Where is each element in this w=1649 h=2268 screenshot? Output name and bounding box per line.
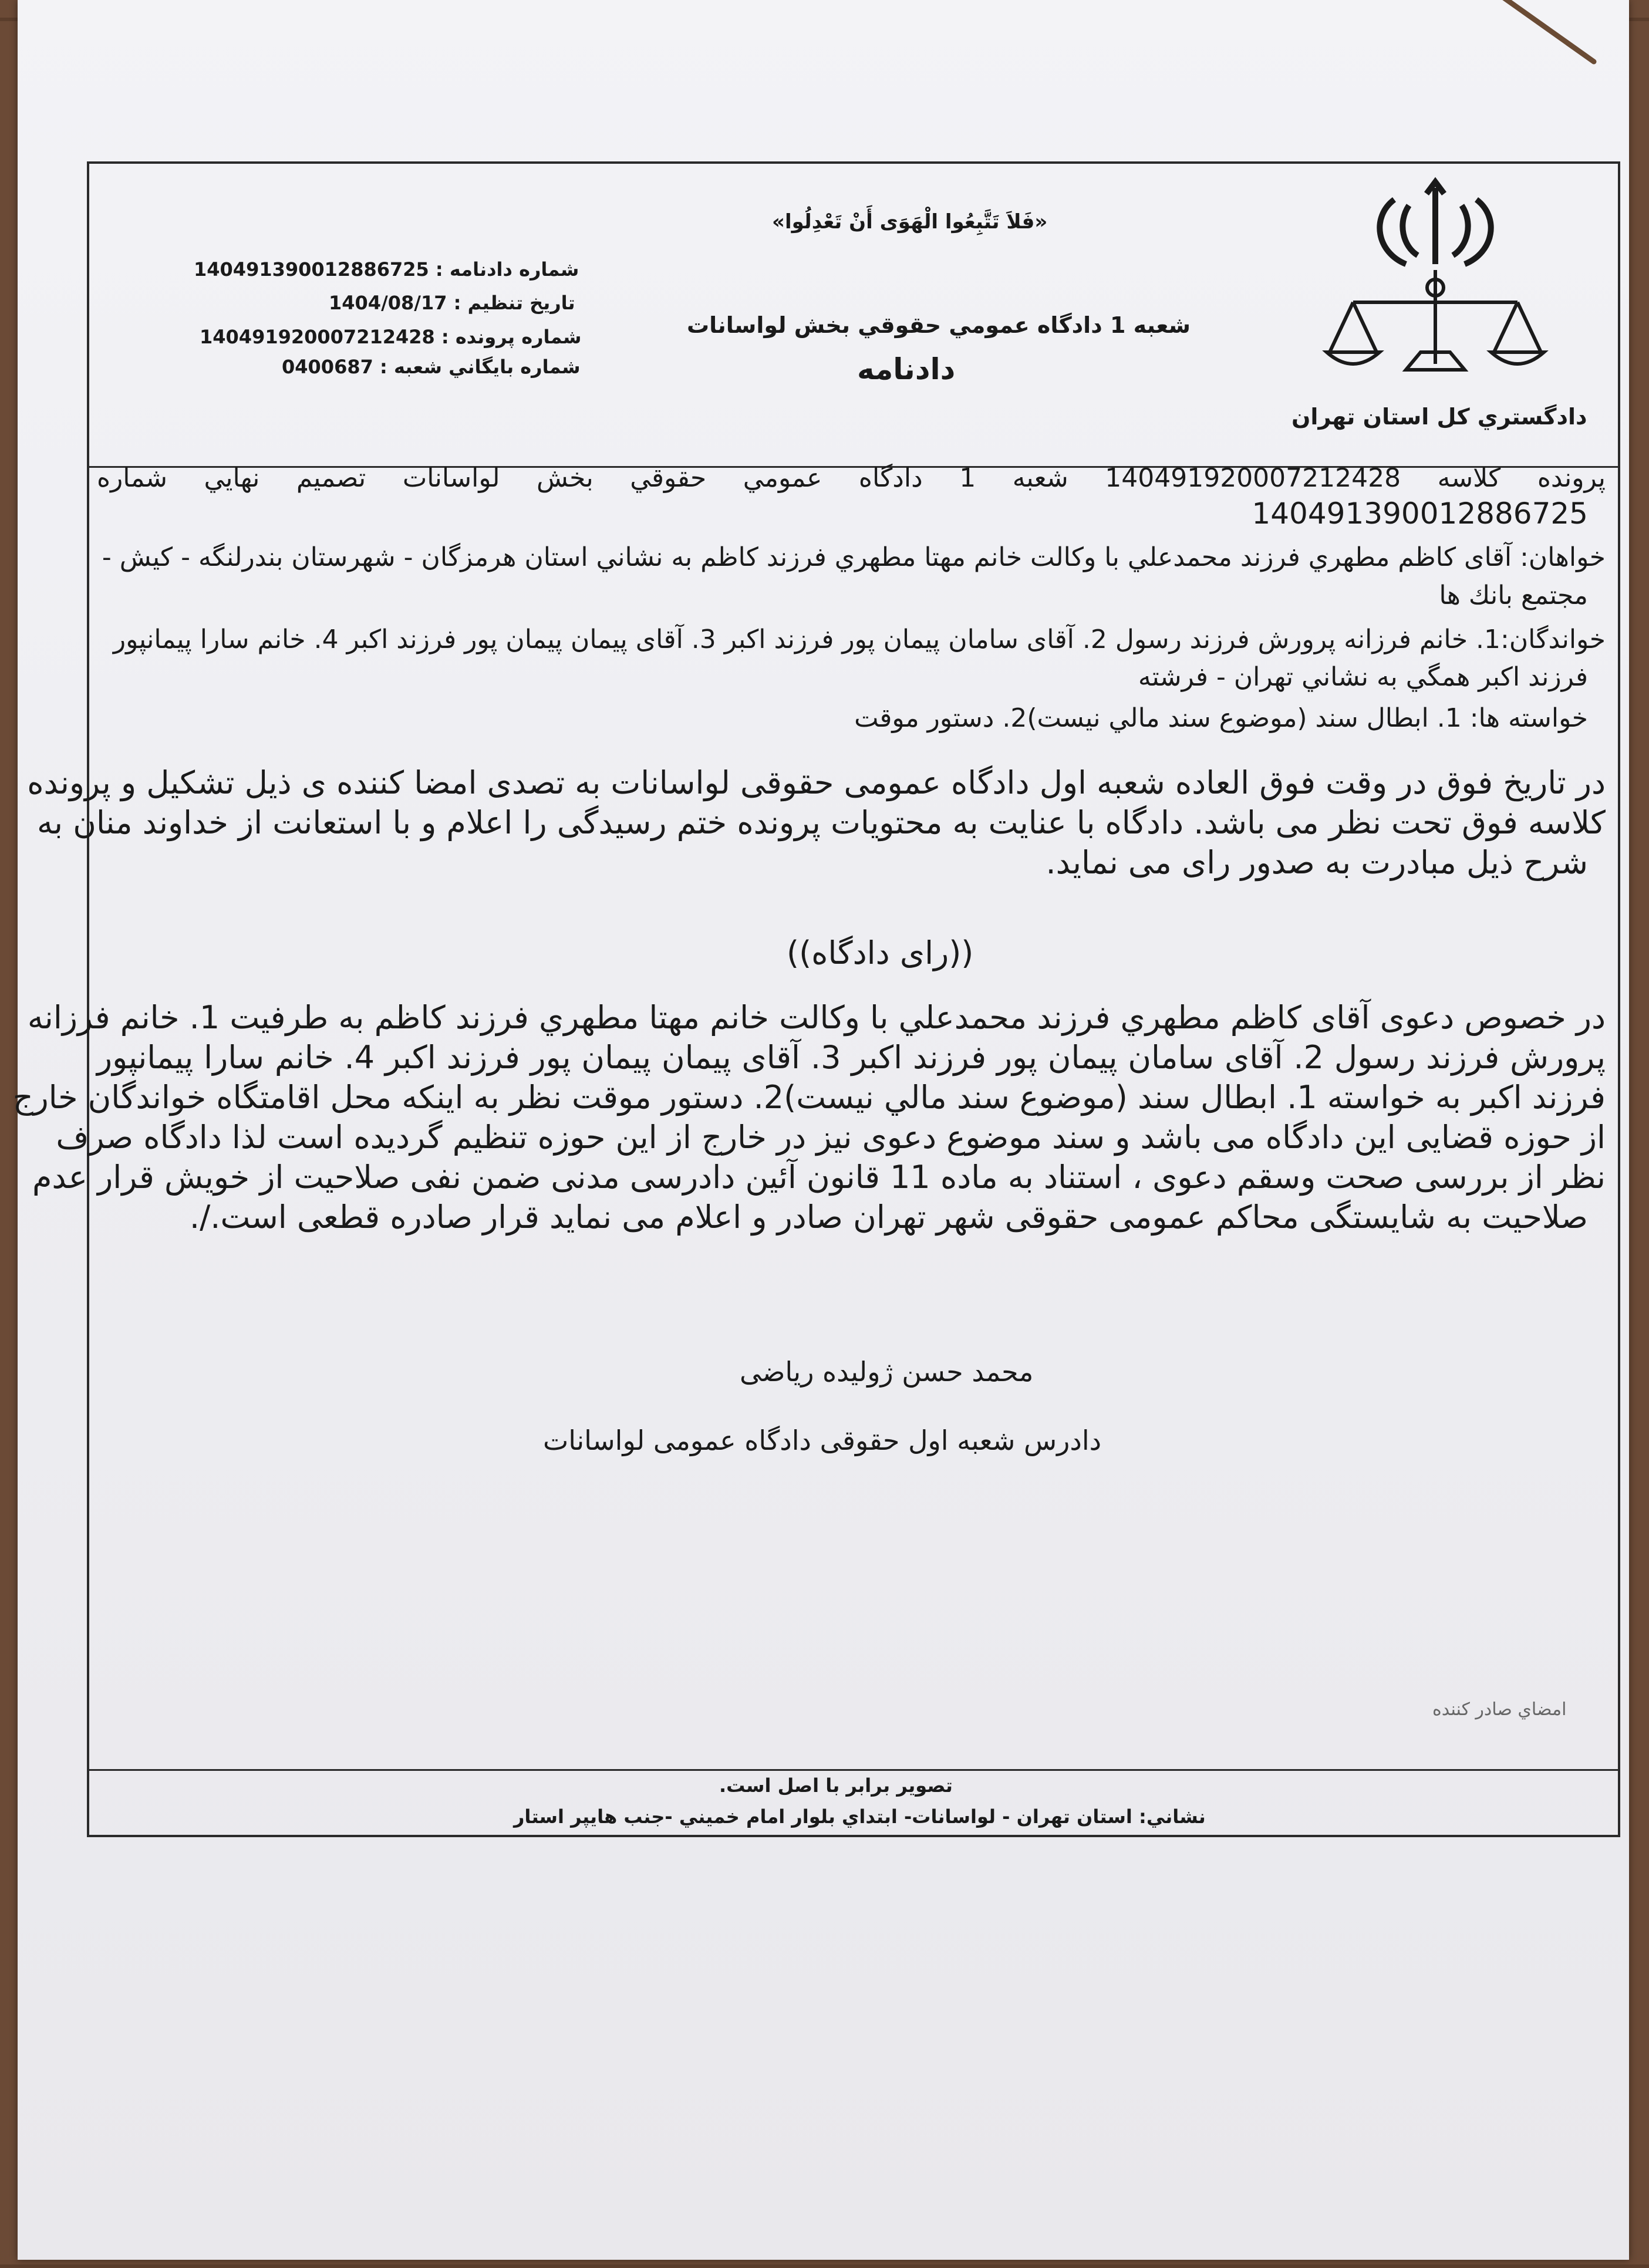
signer-label: امضاي صادر كننده xyxy=(1432,1699,1567,1720)
ruling-line: نظر از بررسی صحت وسقم دعوی ، استناد به ماده 11 قانون آئین دادرسی مدنی ضمن نفی صلاحیت از خویش قرار عدم xyxy=(32,1159,1606,1196)
meta-label: تاريخ تنظيم : xyxy=(453,292,575,314)
meta-row xyxy=(329,292,575,314)
meta-row xyxy=(282,356,581,378)
org-name: دادگستري كل استان تهران xyxy=(1291,404,1587,430)
plaintiff-line-2: مجتمع بانك ها xyxy=(1439,580,1588,610)
defendants-line-1: خواندگان:1. خانم فرزانه پرورش فرزند رسول 2. آقای سامان پيمان پور فرزند اكبر 3. آقای پيمان پيمان پور فرزند اكبر 4. خانم سارا پيمانپور xyxy=(113,625,1606,654)
ruling-line: از حوزه قضایی این دادگاه می باشد و سند موضوع دعوی نیز در خارج از این حوزه تنظیم گردیده است لذا دادگاه صرف xyxy=(56,1119,1606,1156)
verse: «فَلاَ تَتَّبِعُوا الْهَوَى أَنْ تَعْدِلُوا» xyxy=(772,210,1048,234)
document-type: دادنامه xyxy=(857,352,956,386)
branch-title: شعبه 1 دادگاه عمومي حقوقي بخش لواسانات xyxy=(687,312,1191,338)
court-address: نشاني: استان تهران - لواسانات- ابتداي بلوار امام خميني -جنب هايپر استار xyxy=(514,1805,1206,1828)
meta-value: 140491920007212428 xyxy=(200,326,435,348)
meta-row xyxy=(200,326,581,348)
meta-label: شماره دادنامه : xyxy=(435,258,579,281)
copy-note: تصوير برابر با اصل است. xyxy=(719,1774,953,1797)
judge-name: محمد حسن ژولیده ریاضی xyxy=(740,1356,1034,1388)
intro-line: کلاسه فوق تحت نظر می باشد. دادگاه با عنایت به محتویات پرونده ختم رسیدگی را اعلام و با استعانت از خداوند منان به xyxy=(37,804,1606,841)
document-page xyxy=(12,0,1629,2260)
pencil-icon xyxy=(1497,0,1603,76)
case-line-1: پرونده كلاسه 140491920007212428 شعبه 1 دادگاه عمومي حقوقي بخش لواسانات تصميم نهايي شماره xyxy=(97,463,1606,493)
ruling-line: فرزند اكبر به خواسته 1. ابطال سند (موضوع سند مالي نيست)2. دستور موقت نظر به اینکه محل اقامتگاه خواندگان خارج xyxy=(12,1079,1606,1116)
judge-title: دادرس شعبه اول حقوقی دادگاه عمومی لواسانات xyxy=(543,1425,1102,1456)
defendants-line-2: فرزند اكبر همگي به نشاني تهران - فرشته xyxy=(1138,662,1588,692)
ruling-title: ((رای دادگاه)) xyxy=(787,934,974,971)
meta-value: 140491390012886725 xyxy=(194,258,429,281)
ruling-line: پرورش فرزند رسول 2. آقای سامان پيمان پور فرزند اكبر 3. آقای پيمان پيمان پور فرزند اكبر 4. خانم سارا پيمانپور xyxy=(97,1039,1606,1076)
case-line-2: 140491390012886725 xyxy=(1252,497,1588,531)
claims-line: خواسته ها: 1. ابطال سند (موضوع سند مالي نيست)2. دستور موقت xyxy=(854,703,1588,733)
ruling-line: در خصوص دعوی آقای کاظم مطهري فرزند محمدعلي با وكالت خانم مهتا مطهري فرزند كاظم به طرفیت 1. خانم فرزانه xyxy=(27,999,1606,1036)
ruling-line: صلاحیت به شایستگی محاکم عمومی حقوقی شهر تهران صادر و اعلام می نماید قرار صادره قطعی است./. xyxy=(189,1199,1588,1236)
meta-row xyxy=(194,258,579,281)
meta-value: 0400687 xyxy=(282,356,373,378)
meta-label: شماره پرونده : xyxy=(441,326,582,348)
plaintiff-line-1: خواهان: آقای كاظم مطهري فرزند محمدعلي با وكالت خانم مهتا مطهري فرزند كاظم به نشاني استان هرمزگان - شهرستان بندرلنگه - كيش - xyxy=(102,542,1606,572)
iran-emblem-icon xyxy=(1318,176,1553,399)
meta-value: 1404/08/17 xyxy=(329,292,447,314)
intro-line: شرح ذیل مبادرت به صدور رای می نماید. xyxy=(1046,844,1588,881)
meta-label: شماره بايگاني شعبه : xyxy=(380,356,581,378)
intro-line: در تاریخ فوق در وقت فوق العاده شعبه اول دادگاه عمومی حقوقی لواسانات به تصدی امضا کننده ی ذیل تشکیل و پرونده xyxy=(27,764,1606,801)
